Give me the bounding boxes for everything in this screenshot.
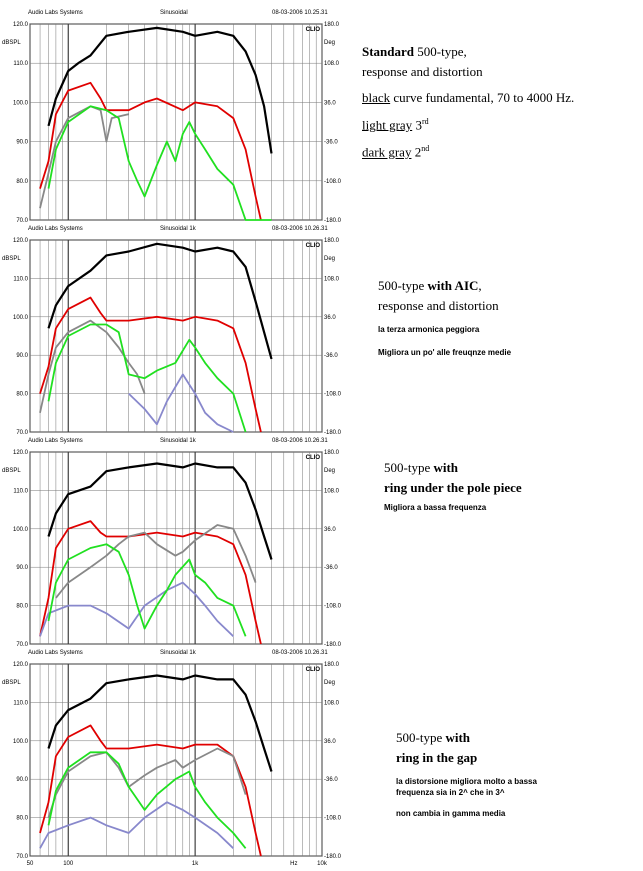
- y-tick-left: 100.0: [12, 100, 28, 107]
- series-line-green: [49, 544, 246, 636]
- header-left: Audio Labs Systems: [28, 10, 83, 16]
- brand-label: CLIO: [305, 243, 320, 249]
- brand-label: CLIO: [305, 27, 320, 33]
- y-axis-label-right: Deg: [324, 40, 336, 46]
- header-center: Sinusoidal 1k: [160, 438, 196, 444]
- y-tick-left: 90.0: [16, 777, 28, 784]
- y-tick-right: 36.0: [324, 738, 336, 745]
- note-comment: la terza armonica peggiora: [378, 325, 480, 334]
- y-axis-label-right: Deg: [324, 256, 336, 262]
- series-line-fundamental: [49, 28, 272, 153]
- series-line-3rd-lilac: [40, 802, 233, 848]
- y-tick-left: 110.0: [13, 276, 28, 283]
- header-center: Sinusoidal: [160, 10, 188, 16]
- y-tick-right: 36.0: [324, 526, 336, 533]
- note-comment: la distorsione migliora molto a bassa frequenza sia in 2^ che in 3^: [396, 777, 537, 797]
- note-title-after: ,: [478, 278, 482, 293]
- y-tick-left: 90.0: [16, 353, 28, 360]
- y-tick-right: -180.0: [324, 218, 342, 224]
- plot-frame: [30, 452, 322, 644]
- chart-svg: [0, 10, 342, 226]
- y-tick-right: -36.0: [324, 777, 338, 784]
- header-right: 08-03-2006 10.26.31: [272, 650, 328, 656]
- y-tick-right: -180.0: [324, 854, 342, 860]
- header-left: Audio Labs Systems: [28, 226, 83, 232]
- y-tick-right: -108.0: [324, 815, 342, 822]
- y-tick-right: -180.0: [324, 642, 342, 648]
- y-tick-left: 80.0: [16, 815, 28, 822]
- note-subtitle-bold: ring under the pole piece: [384, 480, 522, 495]
- series-line-3rd-lilac: [40, 583, 233, 637]
- note-comment: non cambia in gamma media: [396, 809, 506, 818]
- y-tick-right: -36.0: [324, 353, 338, 360]
- note-ring-pole: [384, 458, 522, 513]
- brand-label: CLIO: [305, 455, 320, 461]
- header-left: Audio Labs Systems: [28, 650, 83, 656]
- note-standard: [362, 42, 574, 163]
- chart-svg: [0, 650, 342, 870]
- header-center: Sinusoidal 1k: [160, 650, 196, 656]
- note-title: 500-type: [378, 278, 428, 293]
- series-line-3rd-continued: [49, 106, 272, 220]
- chart-svg: [0, 226, 342, 438]
- chart-panel-ring-pole: [0, 438, 342, 650]
- series-line-fundamental: [49, 676, 272, 772]
- note-title: 500-type: [384, 460, 434, 475]
- legend-text-dark-gray: 2: [411, 144, 422, 160]
- note-title-bold: with: [433, 460, 459, 475]
- y-tick-left: 70.0: [16, 854, 28, 860]
- series-line-3rd: [40, 106, 129, 208]
- legend-label-black: black: [362, 90, 391, 105]
- x-tick-label: 10k: [317, 861, 327, 867]
- note-title: 500-type,: [414, 44, 467, 59]
- series-line-2nd: [40, 83, 261, 220]
- legend-label-light-gray: light gray: [362, 117, 413, 133]
- y-tick-right: -36.0: [324, 565, 338, 572]
- header-center: Sinusoidal 1k: [160, 226, 196, 232]
- series-line-green: [49, 752, 246, 848]
- note-subtitle: response and distortion: [362, 64, 483, 79]
- plot-frame: [30, 240, 322, 432]
- x-tick-label: 1k: [191, 861, 199, 867]
- y-tick-right: 180.0: [324, 450, 340, 456]
- y-tick-left: 80.0: [16, 178, 28, 185]
- y-axis-label-left: dBSPL: [2, 468, 21, 474]
- note-ring-gap: [396, 728, 566, 819]
- series-line-green: [49, 325, 246, 433]
- y-axis-label-left: dBSPL: [2, 680, 21, 686]
- y-tick-right: -180.0: [324, 430, 342, 436]
- brand-label: CLIO: [305, 667, 320, 673]
- y-tick-left: 70.0: [16, 218, 28, 224]
- note-subtitle: response and distortion: [378, 298, 499, 313]
- y-tick-left: 110.0: [13, 61, 28, 68]
- y-tick-left: 70.0: [16, 430, 28, 436]
- header-right: 08-03-2006 10.25.31: [272, 10, 328, 16]
- x-tick-label: 50: [26, 861, 34, 867]
- legend-sup-nd: nd: [421, 144, 430, 154]
- x-tick-label: 100: [63, 861, 74, 867]
- chart-svg: [0, 438, 342, 650]
- y-tick-left: 90.0: [16, 565, 28, 572]
- legend-text-black: curve fundamental, 70 to 4000 Hz.: [390, 90, 575, 105]
- y-tick-left: 100.0: [12, 526, 28, 533]
- y-tick-left: 110.0: [13, 488, 28, 495]
- header-right: 08-03-2006 10.26.31: [272, 438, 328, 444]
- note-title-bold: Standard: [362, 44, 415, 59]
- note-subtitle-bold: ring in the gap: [396, 750, 478, 765]
- series-line-3rd-light-gray: [56, 525, 256, 598]
- note-aic: [378, 276, 511, 358]
- note-title: 500-type: [396, 730, 446, 745]
- y-tick-right: -36.0: [324, 139, 338, 146]
- y-axis-label-left: dBSPL: [2, 256, 21, 262]
- y-tick-left: 100.0: [12, 738, 28, 745]
- y-tick-left: 110.0: [13, 700, 28, 707]
- y-axis-label-right: Deg: [324, 680, 336, 686]
- y-axis-label-left: dBSPL: [2, 40, 21, 46]
- series-line-2nd: [40, 521, 261, 644]
- y-tick-left: 80.0: [16, 603, 28, 610]
- plot-frame: [30, 24, 322, 220]
- y-tick-right: 108.0: [324, 276, 340, 283]
- y-tick-right: -108.0: [324, 603, 342, 610]
- y-tick-left: 70.0: [16, 642, 28, 648]
- y-tick-left: 120.0: [12, 662, 28, 668]
- legend-sup-rd: rd: [421, 117, 429, 126]
- y-tick-right: 180.0: [324, 662, 340, 668]
- note-comment: Migliora un po' alle freuqnze medie: [378, 348, 512, 357]
- y-axis-label-right: Deg: [324, 468, 336, 474]
- y-tick-left: 120.0: [12, 22, 28, 28]
- y-tick-left: 120.0: [12, 450, 28, 456]
- y-tick-left: 120.0: [12, 238, 28, 244]
- legend-label-dark-gray: dark gray: [362, 144, 412, 160]
- y-tick-right: -108.0: [324, 391, 342, 398]
- note-title-bold: with AIC: [427, 278, 479, 293]
- y-tick-right: 36.0: [324, 100, 336, 107]
- x-tick-label: Hz: [290, 861, 298, 867]
- series-line-2nd: [40, 725, 261, 856]
- legend-text-light-gray: 3: [412, 117, 422, 133]
- y-tick-right: 108.0: [324, 61, 340, 68]
- note-title-bold: with: [445, 730, 471, 745]
- series-line-2nd: [40, 298, 261, 432]
- y-tick-right: 180.0: [324, 238, 340, 244]
- y-tick-left: 90.0: [16, 139, 28, 146]
- y-tick-right: 108.0: [324, 488, 340, 495]
- y-tick-right: 36.0: [324, 314, 336, 321]
- chart-panel-standard: [0, 10, 342, 226]
- chart-panel-ring-gap: [0, 650, 342, 870]
- y-tick-left: 80.0: [16, 391, 28, 398]
- note-comment: Migliora a bassa frequenza: [384, 503, 487, 512]
- y-tick-left: 100.0: [12, 314, 28, 321]
- header-left: Audio Labs Systems: [28, 438, 83, 444]
- y-tick-right: -108.0: [324, 178, 342, 185]
- y-tick-right: 108.0: [324, 700, 340, 707]
- chart-panel-aic: [0, 226, 342, 438]
- y-tick-right: 180.0: [324, 22, 340, 28]
- header-right: 08-03-2006 10.26.31: [272, 226, 328, 232]
